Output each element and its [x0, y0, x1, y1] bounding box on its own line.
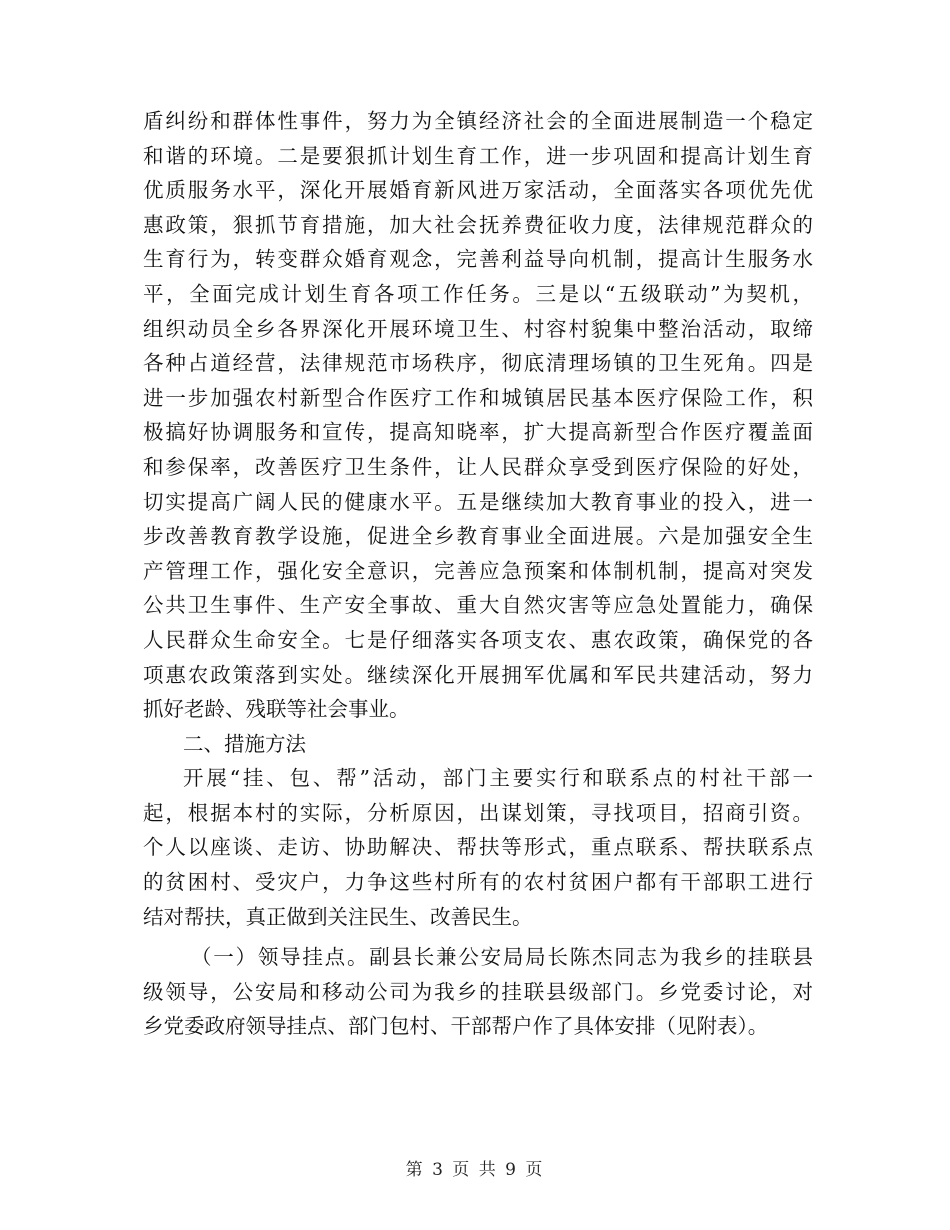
text-line: 的贫困村、受灾户，力争这些村所有的农村贫困户都有干部职工进行 — [143, 870, 813, 895]
text-line: 生育行为，转变群众婚育观念，完善利益导向机制，提高计生服务水 — [143, 247, 813, 272]
text-line: 公共卫生事件、生产安全事故、重大自然灾害等应急处置能力，确保 — [143, 593, 813, 618]
text-line: 乡党委政府领导挂点、部门包村、干部帮户作了具体安排（见附表）。 — [143, 1014, 769, 1039]
text-line: 产管理工作，强化安全意识，完善应急预案和体制机制，提高对突发 — [143, 558, 813, 583]
page-number: 第 3 页 共 9 页 — [405, 1160, 545, 1180]
section-heading: 二、措施方法 — [183, 731, 306, 756]
text-line: 进一步加强农村新型合作医疗工作和城镇居民基本医疗保险工作，积 — [143, 385, 813, 410]
text-line: 项惠农政策落到实处。继续深化开展拥军优属和军民共建活动，努力 — [143, 662, 813, 687]
text-line: 优质服务水平，深化开展婚育新风进万家活动，全面落实各项优先优 — [143, 178, 813, 203]
text-line: 人民群众生命安全。七是仔细落实各项支农、惠农政策，确保党的各 — [143, 627, 813, 652]
text-line: 平，全面完成计划生育各项工作任务。三是以“五级联动”为契机， — [143, 281, 813, 306]
text-line: （一）领导挂点。副县长兼公安局局长陈杰同志为我乡的挂联县 — [191, 945, 813, 970]
text-line: 和谐的环境。二是要狠抓计划生育工作，进一步巩固和提高计划生育 — [143, 143, 813, 168]
text-line: 和参保率，改善医疗卫生条件，让人民群众享受到医疗保险的好处， — [143, 454, 813, 479]
paragraph-1 — [143, 104, 813, 727]
text-line: 起，根据本村的实际，分析原因，出谋划策，寻找项目，招商引资。 — [143, 800, 813, 825]
text-line: 组织动员全乡各界深化开展环境卫生、村容村貌集中整治活动，取缔 — [143, 316, 813, 341]
text-line: 抓好老龄、残联等社会事业。 — [143, 697, 410, 722]
text-line: 级领导，公安局和移动公司为我乡的挂联县级部门。乡党委讨论，对 — [143, 979, 813, 1004]
document-body — [143, 104, 813, 1044]
paragraph-3 — [143, 940, 813, 1044]
text-line: 极搞好协调服务和宣传，提高知晓率，扩大提高新型合作医疗覆盖面 — [143, 420, 813, 445]
text-line: 开展“挂、包、帮”活动，部门主要实行和联系点的村社干部一 — [183, 766, 813, 791]
text-line: 惠政策，狠抓节育措施，加大社会抚养费征收力度，法律规范群众的 — [143, 212, 813, 237]
text-line: 个人以座谈、走访、协助解决、帮扶等形式，重点联系、帮扶联系点 — [143, 835, 813, 860]
text-line: 切实提高广阔人民的健康水平。五是继续加大教育事业的投入，进一 — [143, 489, 813, 514]
text-line: 盾纠纷和群体性事件，努力为全镇经济社会的全面进展制造一个稳定 — [143, 109, 813, 133]
text-line: 结对帮扶，真正做到关注民生、改善民生。 — [143, 904, 533, 929]
text-line: 步改善教育教学设施，促进全乡教育事业全面进展。六是加强安全生 — [143, 524, 813, 549]
text-line: 各种占道经营，法律规范市场秩序，彻底清理场镇的卫生死角。四是 — [143, 351, 813, 376]
paragraph-2 — [143, 761, 813, 934]
